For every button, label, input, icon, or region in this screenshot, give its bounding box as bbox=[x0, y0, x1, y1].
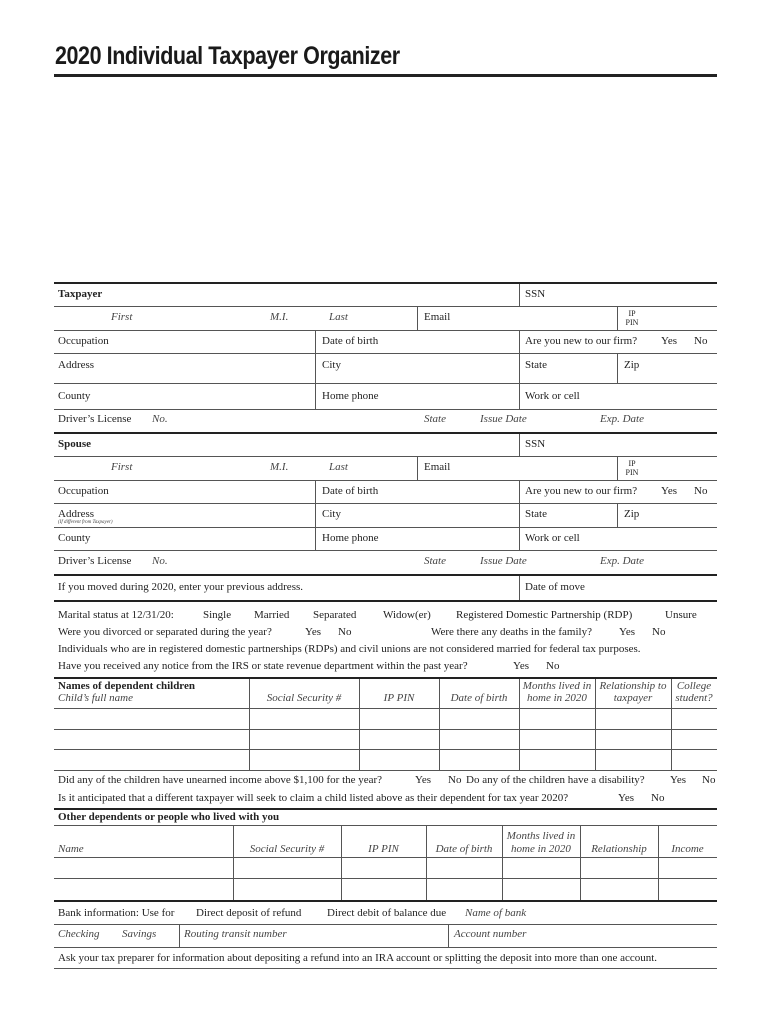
divider bbox=[519, 480, 520, 550]
taxpayer-occupation-label: Occupation bbox=[58, 335, 109, 347]
divider bbox=[617, 306, 618, 330]
marital-rdp[interactable]: Registered Domestic Partnership (RDP) bbox=[456, 609, 633, 621]
claim-yes[interactable]: Yes bbox=[618, 792, 635, 804]
table-row bbox=[54, 857, 717, 858]
children-college-header-1: College bbox=[676, 680, 712, 692]
others-heading: Other dependents or people who lived with you bbox=[58, 811, 280, 823]
irs-no[interactable]: No bbox=[546, 660, 560, 672]
marital-widow[interactable]: Widow(er) bbox=[383, 609, 431, 621]
divider bbox=[519, 576, 520, 601]
spouse-exp-date-label: Exp. Date bbox=[600, 555, 644, 567]
spouse-heading: Spouse bbox=[58, 438, 92, 450]
divider bbox=[179, 924, 180, 948]
divider bbox=[417, 306, 418, 330]
children-heading: Names of dependent children bbox=[58, 680, 195, 692]
marital-single[interactable]: Single bbox=[203, 609, 232, 621]
divider bbox=[54, 330, 717, 331]
bank-account-label: Account number bbox=[454, 928, 527, 940]
deaths-question: Were there any deaths in the family? bbox=[431, 626, 592, 638]
others-income-header: Income bbox=[671, 843, 704, 855]
marital-label: Marital status at 12/31/20: bbox=[58, 609, 174, 621]
spouse-zip-label: Zip bbox=[624, 508, 640, 520]
spouse-pin-label: PIN bbox=[625, 468, 639, 477]
rdp-note: Individuals who are in registered domestic partnerships (RDPs) and civil unions are not considered married for federal tax purposes. bbox=[58, 643, 641, 655]
spouse-dob-label: Date of birth bbox=[322, 485, 379, 497]
taxpayer-home-phone-label: Home phone bbox=[322, 390, 379, 402]
unearned-question: Did any of the children have unearned income above $1,100 for the year? bbox=[58, 774, 383, 786]
taxpayer-dl-label: Driver’s License bbox=[58, 413, 132, 425]
divider bbox=[54, 825, 717, 826]
taxpayer-address-label: Address bbox=[58, 359, 95, 371]
bank-use-for-label: Bank information: Use for bbox=[58, 907, 175, 919]
spouse-ssn-label: SSN bbox=[525, 438, 546, 450]
spouse-issue-date-label: Issue Date bbox=[480, 555, 527, 567]
others-ippin-header: IP PIN bbox=[368, 843, 399, 855]
divider bbox=[54, 527, 717, 528]
divider bbox=[617, 353, 618, 383]
divider bbox=[658, 825, 659, 901]
divider bbox=[54, 924, 717, 925]
taxpayer-work-cell-label: Work or cell bbox=[525, 390, 580, 402]
children-dob-header: Date of birth bbox=[450, 692, 508, 704]
divider bbox=[54, 480, 717, 481]
divider bbox=[580, 825, 581, 901]
divider bbox=[341, 825, 342, 901]
taxpayer-ippin-input[interactable] bbox=[646, 308, 714, 328]
divider bbox=[54, 947, 717, 948]
taxpayer-name-input[interactable] bbox=[56, 308, 416, 328]
divider bbox=[448, 924, 449, 948]
spouse-home-phone-label: Home phone bbox=[322, 532, 379, 544]
divider bbox=[54, 409, 717, 410]
divider bbox=[519, 284, 520, 306]
spouse-state-label: State bbox=[525, 508, 547, 520]
taxpayer-ip-label: IP bbox=[628, 309, 636, 318]
divider bbox=[617, 503, 618, 527]
taxpayer-last-label: Last bbox=[329, 311, 348, 323]
others-name-header: Name bbox=[58, 843, 84, 855]
table-row bbox=[54, 878, 717, 879]
divider bbox=[426, 825, 427, 901]
spouse-mi-label: M.I. bbox=[270, 461, 289, 473]
taxpayer-county-label: County bbox=[58, 390, 91, 402]
divider bbox=[54, 550, 717, 551]
taxpayer-dl-no-label: No. bbox=[152, 413, 168, 425]
taxpayer-first-label: First bbox=[111, 311, 133, 323]
spouse-email-label: Email bbox=[424, 461, 451, 473]
moved-question: If you moved during 2020, enter your previous address. bbox=[58, 581, 304, 593]
taxpayer-zip-label: Zip bbox=[624, 359, 640, 371]
spouse-dl-label: Driver’s License bbox=[58, 555, 132, 567]
children-rel-header-2: taxpayer bbox=[613, 692, 653, 704]
divider bbox=[617, 456, 618, 480]
section-divider bbox=[54, 808, 717, 810]
others-months-header-2: home in 2020 bbox=[511, 843, 571, 855]
spouse-occupation-label: Occupation bbox=[58, 485, 109, 497]
spouse-city-label: City bbox=[322, 508, 341, 520]
spouse-dl-no-label: No. bbox=[152, 555, 168, 567]
bank-routing-label: Routing transit number bbox=[184, 928, 287, 940]
divider bbox=[519, 330, 520, 410]
taxpayer-dob-label: Date of birth bbox=[322, 335, 379, 347]
children-months-header-2: home in 2020 bbox=[527, 692, 587, 704]
taxpayer-pin-label: PIN bbox=[625, 318, 639, 327]
bank-direct-deposit[interactable]: Direct deposit of refund bbox=[196, 907, 302, 919]
children-ssn-header: Social Security # bbox=[266, 692, 342, 704]
spouse-new-firm-no[interactable]: No bbox=[694, 485, 708, 497]
divider bbox=[417, 456, 418, 480]
taxpayer-state-label: State bbox=[525, 359, 547, 371]
divider bbox=[519, 434, 520, 456]
others-ssn-header: Social Security # bbox=[249, 843, 325, 855]
bank-name-label: Name of bank bbox=[465, 907, 527, 919]
irs-question: Have you received any notice from the IRS or state revenue department within the past year? bbox=[58, 660, 468, 672]
taxpayer-ssn-input[interactable] bbox=[560, 286, 710, 302]
bank-direct-debit[interactable]: Direct debit of balance due bbox=[327, 907, 447, 919]
deaths-yes[interactable]: Yes bbox=[619, 626, 636, 638]
divider bbox=[233, 825, 234, 901]
divider bbox=[315, 480, 316, 550]
bank-checking[interactable]: Checking bbox=[58, 928, 100, 940]
claim-question: Is it anticipated that a different taxpayer will seek to claim a child listed above as their dependent for tax year 2020? bbox=[58, 792, 569, 804]
page-title: 2020 Individual Taxpayer Organizer bbox=[55, 42, 400, 70]
unearned-no[interactable]: No bbox=[448, 774, 462, 786]
divider bbox=[315, 330, 316, 410]
bank-note: Ask your tax preparer for information about depositing a refund into an IRA account or splitting the deposit into more than one account. bbox=[58, 952, 658, 964]
marital-separated[interactable]: Separated bbox=[313, 609, 357, 621]
spouse-address-label: Address bbox=[58, 508, 95, 520]
section-divider bbox=[54, 282, 717, 284]
unearned-yes[interactable]: Yes bbox=[415, 774, 432, 786]
spouse-first-label: First bbox=[111, 461, 133, 473]
spouse-county-label: County bbox=[58, 532, 91, 544]
spouse-address-note: (If different from Taxpayer) bbox=[58, 520, 113, 525]
others-months-header-1: Months lived in bbox=[506, 830, 576, 842]
table-row bbox=[54, 708, 717, 709]
date-of-move-label: Date of move bbox=[525, 581, 585, 593]
spouse-dl-state-label: State bbox=[424, 555, 446, 567]
disability-yes[interactable]: Yes bbox=[670, 774, 687, 786]
disability-question: Do any of the children have a disability? bbox=[466, 774, 645, 786]
spouse-work-cell-label: Work or cell bbox=[525, 532, 580, 544]
bank-savings[interactable]: Savings bbox=[122, 928, 157, 940]
irs-yes[interactable]: Yes bbox=[513, 660, 530, 672]
title-rule bbox=[54, 74, 717, 77]
deaths-no[interactable]: No bbox=[652, 626, 666, 638]
taxpayer-mi-label: M.I. bbox=[270, 311, 289, 323]
taxpayer-city-label: City bbox=[322, 359, 341, 371]
table-row bbox=[54, 770, 717, 771]
children-full-name-header: Child’s full name bbox=[58, 692, 133, 704]
children-college-header-2: student? bbox=[675, 692, 713, 704]
children-months-header-1: Months lived in bbox=[522, 680, 592, 692]
taxpayer-ssn-label: SSN bbox=[525, 288, 546, 300]
section-divider bbox=[54, 600, 717, 602]
taxpayer-new-firm-yes[interactable]: Yes bbox=[661, 335, 678, 347]
table-row bbox=[54, 749, 717, 750]
divorced-yes[interactable]: Yes bbox=[305, 626, 322, 638]
spouse-ip-label: IP bbox=[628, 459, 636, 468]
spouse-last-label: Last bbox=[329, 461, 348, 473]
children-ippin-header: IP PIN bbox=[383, 692, 415, 704]
taxpayer-exp-date-label: Exp. Date bbox=[600, 413, 644, 425]
taxpayer-email-label: Email bbox=[424, 311, 451, 323]
taxpayer-new-firm-no[interactable]: No bbox=[694, 335, 708, 347]
claim-no[interactable]: No bbox=[651, 792, 665, 804]
divorced-no[interactable]: No bbox=[338, 626, 352, 638]
section-divider bbox=[54, 677, 717, 679]
spouse-new-firm-yes[interactable]: Yes bbox=[661, 485, 678, 497]
marital-unsure[interactable]: Unsure bbox=[665, 609, 697, 621]
section-divider bbox=[54, 432, 717, 434]
taxpayer-new-firm-label: Are you new to our firm? bbox=[525, 335, 638, 347]
divider bbox=[54, 968, 717, 969]
divider bbox=[54, 383, 717, 384]
others-relationship-header: Relationship bbox=[591, 843, 647, 855]
taxpayer-heading: Taxpayer bbox=[58, 288, 103, 300]
section-divider bbox=[54, 900, 717, 902]
children-rel-header-1: Relationship to bbox=[599, 680, 667, 692]
section-divider bbox=[54, 574, 717, 576]
divorced-question: Were you divorced or separated during the year? bbox=[58, 626, 272, 638]
disability-no[interactable]: No bbox=[702, 774, 716, 786]
others-dob-header: Date of birth bbox=[435, 843, 493, 855]
taxpayer-issue-date-label: Issue Date bbox=[480, 413, 527, 425]
table-row bbox=[54, 729, 717, 730]
taxpayer-dl-state-label: State bbox=[424, 413, 446, 425]
spouse-new-firm-label: Are you new to our firm? bbox=[525, 485, 638, 497]
taxpayer-email-input[interactable] bbox=[458, 308, 613, 328]
marital-married[interactable]: Married bbox=[254, 609, 290, 621]
